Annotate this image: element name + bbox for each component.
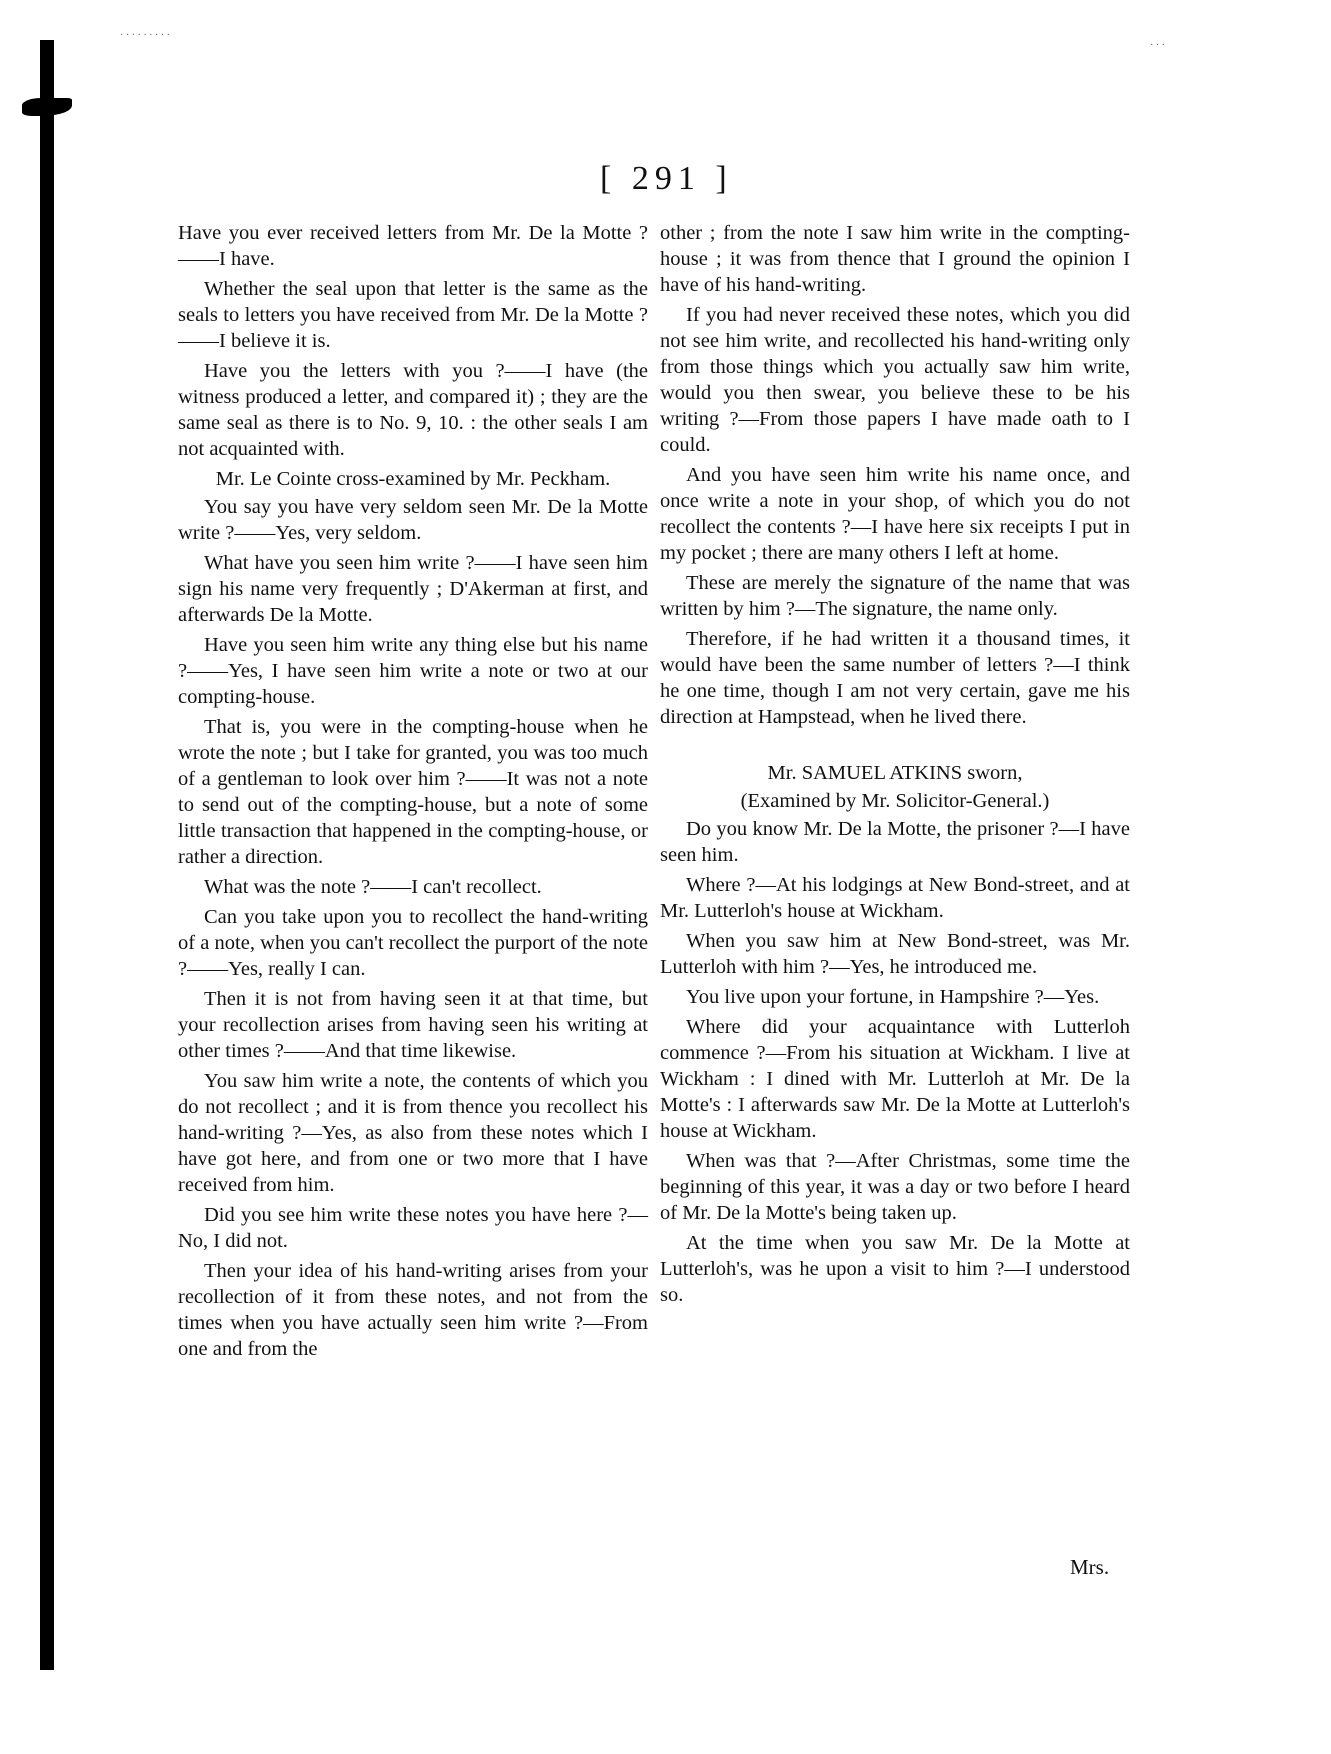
binding-notch	[22, 98, 72, 116]
paragraph: When you saw him at New Bond-street, was Mr. Lutterloh with him ?—Yes, he introduced me.	[660, 930, 1130, 978]
paragraph: These are merely the signature of the name that was written by him ?—The signature, the name only.	[660, 572, 1130, 620]
paragraph: Do you know Mr. De la Motte, the prisoner ?—I have seen him.	[660, 818, 1130, 866]
paragraph: Where did your acquaintance with Lutterloh commence ?—From his situation at Wickham. I live at Wickham : I dined with Mr. Lutterloh at Mr. De la Motte's : I afterwards saw Mr. De la Motte at Lutterloh's house at Wickham.	[660, 1016, 1130, 1142]
paragraph: At the time when you saw Mr. De la Motte at Lutterloh's, was he upon a visit to him ?—I understood so.	[660, 1232, 1130, 1306]
paragraph: You say you have very seldom seen Mr. De la Motte write ?——Yes, very seldom.	[178, 496, 648, 544]
examination-heading: (Examined by Mr. Solicitor-General.)	[740, 790, 1050, 812]
page-binding-edge	[40, 40, 54, 1670]
paragraph: Then your idea of his hand-writing arises from your recollection of it from these notes, and not from the times when you have actually seen him write ?—From one and from the	[178, 1260, 648, 1360]
right-column	[660, 220, 1130, 1312]
paragraph: Have you the letters with you ?——I have (the witness produced a letter, and compared it) ; they are the same seal as there is to No. 9, 10. : the other seals I am not acquainted with.	[178, 360, 648, 460]
paragraph: Have you seen him write any thing else but his name ?——Yes, I have seen him write a note or two at our compting-house.	[178, 634, 648, 708]
paragraph: Have you ever received letters from Mr. De la Motte ?——I have.	[178, 222, 648, 270]
paragraph: Then it is not from having seen it at that time, but your recollection arises from having seen his writing at other times ?——And that time likewise.	[178, 988, 648, 1062]
paragraph: What have you seen him write ?——I have seen him sign his name very frequently ; D'Akerman at first, and afterwards De la Motte.	[178, 552, 648, 626]
witness-heading: Mr. SAMUEL ATKINS sworn,	[767, 762, 1023, 784]
left-column	[178, 220, 648, 1366]
paragraph: You live upon your fortune, in Hampshire ?—Yes.	[686, 986, 1100, 1008]
catchword: Mrs.	[1070, 1555, 1110, 1579]
paragraph: Did you see him write these notes you have here ?—No, I did not.	[178, 1204, 648, 1252]
scan-speck: · · ·	[1150, 40, 1165, 51]
paragraph: And you have seen him write his name once, and once write a note in your shop, of which you do not recollect the contents ?—I have here six receipts I put in my pocket ; there are many others I left at home.	[660, 464, 1130, 564]
paragraph: Can you take upon you to recollect the hand-writing of a note, when you can't recollect the purport of the note ?——Yes, really I can.	[178, 906, 648, 980]
paragraph: You saw him write a note, the contents of which you do not recollect ; and it is from thence you recollect his hand-writing ?—Yes, as also from these notes which I have got here, and from one or two more that I have received from him.	[178, 1070, 648, 1196]
paragraph: If you had never received these notes, which you did not see him write, and recollected his hand-writing only from those things which you actually saw him write, would you then swear, you believe these to be his writing ?—From those papers I have made oath to I could.	[660, 304, 1130, 456]
section-heading: Mr. Le Cointe cross-examined by Mr. Peckham.	[215, 468, 611, 490]
paragraph: What was the note ?——I can't recollect.	[204, 876, 542, 898]
paragraph: Whether the seal upon that letter is the same as the seals to letters you have received from Mr. De la Motte ?——I believe it is.	[178, 278, 648, 352]
scan-speck: · · · · · · · · ·	[120, 30, 170, 41]
paragraph: Therefore, if he had written it a thousand times, it would have been the same number of letters ?—I think he one time, though I am not very certain, gave me his direction at Hampstead, when he lived there.	[660, 628, 1130, 728]
paragraph: That is, you were in the compting-house when he wrote the note ; but I take for granted, you was too much of a gentleman to look over him ?——It was not a note to send out of the compting-house, but a note of some little transaction that happened in the compting-house, or rather a direction.	[178, 716, 648, 868]
paragraph: other ; from the note I saw him write in the compting-house ; it was from thence that I ground the opinion I have of his hand-writing.	[660, 222, 1130, 296]
paragraph: Where ?—At his lodgings at New Bond-street, and at Mr. Lutterloh's house at Wickham.	[660, 874, 1130, 922]
paragraph: When was that ?—After Christmas, some time the beginning of this year, it was a day or two before I heard of Mr. De la Motte's being taken up.	[660, 1150, 1130, 1224]
page-number: [ 291 ]	[600, 160, 733, 197]
